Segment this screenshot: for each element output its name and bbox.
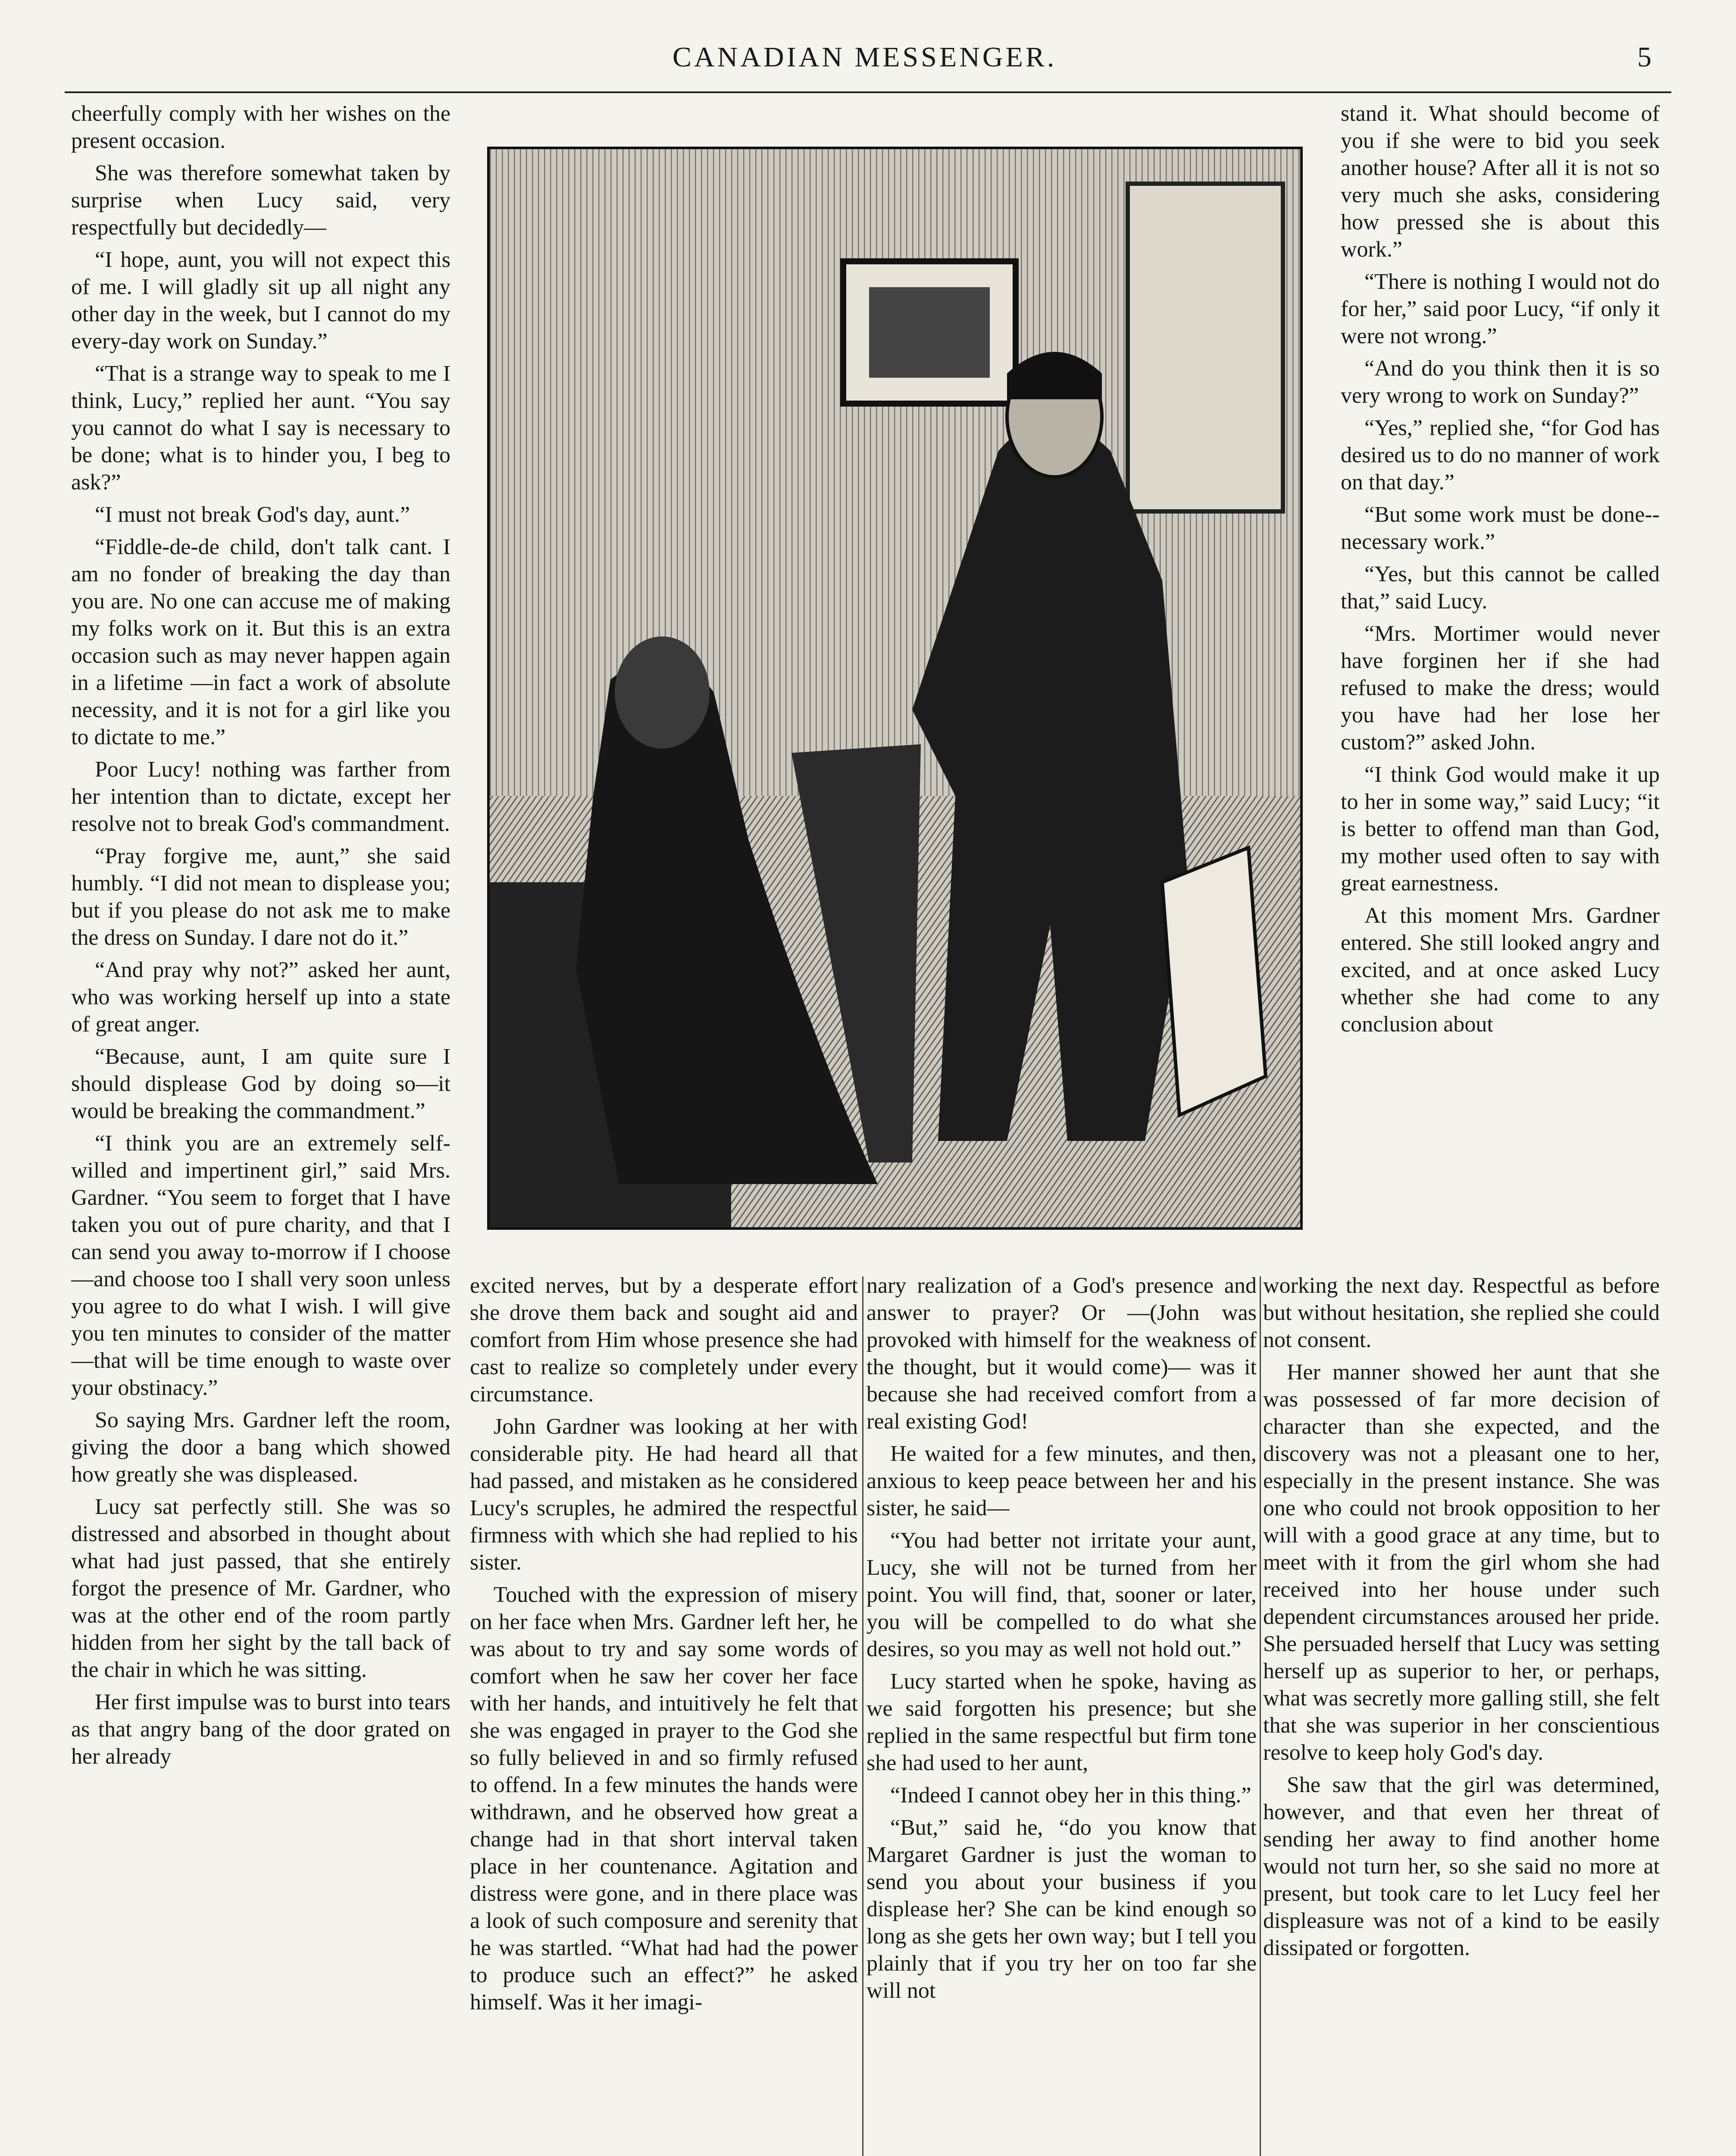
paragraph: “I must not break God's day, aunt.” [95, 502, 410, 527]
paragraph: cheerfully comply with her wishes on the present occasion. [71, 101, 450, 153]
paragraph: “But,” said he, “do you know that Margaret Gardner is just the woman to send you about your business if you displease her? She can be kind enough so long as she gets her own way; but I tell you plainly that if you try her on too far she will not [866, 1815, 1257, 2003]
column-divider [1260, 1276, 1261, 2156]
paragraph: Touched with the expression of misery on her face when Mrs. Gardner left her, he was about to try and say some words of comfort when he saw her cover her face with her hands, and intuitively he felt that she was engaged in prayer to the God she so fully believed in and so firmly refused to offend. In a few minutes the hands were withdrawn, and he observed how great a change had in that short interval taken place in her countenance. Agitation and distress were gone, and in there place was a look of such composure and serenity that he was startled. “What had had the power to produce such an effect?” he asked himself. Was it her imagi- [470, 1583, 858, 2015]
column-divider [862, 1276, 863, 2156]
paragraph: stand it. What should become of you if she were to bid you seek another house? After all it is not so very much she asks, considering how pressed she is about this work.” [1341, 101, 1660, 262]
column-3 [866, 1272, 1257, 2156]
papers [1162, 848, 1266, 1115]
paragraph: “I think God would make it up to her in some way,” said Lucy; “it is better to offend man than God, my mother used often to say with great earnestness. [1341, 762, 1660, 896]
page-header-title: CANADIAN MESSENGER. [673, 41, 1057, 73]
paragraph: “But some work must be done--necessary work.” [1341, 502, 1660, 554]
paragraph: “There is nothing I would not do for her,” said poor Lucy, “if only it were not wrong.” [1341, 270, 1660, 348]
paragraph: “You had better not irritate your aunt, Lucy, she will not be turned from her point. You will find, that, sooner or later, you will be compelled to do what she desires, so you may as well not hold out.” [866, 1528, 1257, 1661]
column-4-bottom [1263, 1272, 1660, 2156]
illustration [487, 147, 1303, 1230]
paragraph: Lucy started when he spoke, having as we said forgotten his presence; but she replied in the same respectful but firm tone she had used to her aunt, [866, 1669, 1257, 1775]
window [1128, 184, 1283, 511]
column-4-top [1341, 100, 1660, 1269]
paragraph: Her first impulse was to burst into tears as that angry bang of the door grated on her already [71, 1690, 450, 1769]
paragraph: “And do you think then it is so very wrong to work on Sunday?” [1341, 356, 1660, 408]
paragraph: “Yes, but this cannot be called that,” said Lucy. [1341, 562, 1660, 614]
paragraph: excited nerves, but by a desperate effort she drove them back and sought aid and comfort from Him whose presence she had cast to realize so completely under every circumstance. [470, 1273, 858, 1407]
header-rule [65, 91, 1671, 93]
paragraph: She was therefore somewhat taken by surprise when Lucy said, very respectfully but decidedly— [71, 161, 450, 240]
paragraph: “Because, aunt, I am quite sure I should displease God by doing so—it would be breaking the commandment.” [71, 1044, 450, 1123]
paragraph: “I think you are an extremely self-willed and impertinent girl,” said Mrs. Gardner. “You seem to forget that I have taken you out of pure charity, and that I can send you away to-morrow if I choose—and choose too I shall very soon unless you agree to do what I wish. I will give you ten minutes to consider of the matter—that will be time enough to waste over your obstinacy.” [71, 1131, 450, 1400]
paragraph: At this moment Mrs. Gardner entered. She still looked angry and excited, and at once asked Lucy whether she had come to any conclusion about [1341, 903, 1660, 1037]
paragraph: “Yes,” replied she, “for God has desired us to do no manner of work on that day.” [1341, 416, 1660, 495]
paragraph: working the next day. Respectful as before but without hesitation, she replied she could not consent. [1263, 1273, 1660, 1352]
paragraph: “I hope, aunt, you will not expect this of me. I will gladly sit up all night any other day in the week, but I cannot do my every-day work on Sunday.” [71, 248, 450, 354]
paragraph: So saying Mrs. Gardner left the room, giving the door a bang which showed how greatly she was displeased. [71, 1408, 450, 1487]
column-2 [470, 1272, 858, 2156]
paragraph: He waited for a few minutes, and then, anxious to keep peace between her and his sister, he said— [866, 1442, 1257, 1520]
paragraph: Her manner showed her aunt that she was possessed of far more decision of character than she expected, and the discovery was not a pleasant one to her, especially in the present instance. She was one who could not brook opposition to her will with a good grace at any time, but to meet with it from the girl whom she had received into her house under such dependent circumstances aroused her pride. She persuaded herself that Lucy was setting herself up as superior to her, or perhaps, what was secretly more galling still, she felt that she was superior in her conscientious resolve to keep holy God's day. [1263, 1360, 1660, 1765]
paragraph: She saw that the girl was determined, however, and that even her threat of sending her away to find another home would not turn her, so she said no more at present, but took care to let Lucy feel her displeasure was not of a kind to be easily dissipated or forgotten. [1263, 1773, 1660, 1960]
paragraph: Lucy sat perfectly still. She was so distressed and absorbed in thought about what had just passed, that she entirely forgot the presence of Mr. Gardner, who was at the other end of the room partly hidden from her sight by the tall back of the chair in which he was sitting. [71, 1495, 450, 1682]
paragraph: nary realization of a God's presence and answer to prayer? Or —(John was provoked with himself for the weakness of the thought, but it would come)— was it because she had received comfort from a real existing God! [866, 1273, 1257, 1434]
page-number: 5 [1637, 41, 1654, 73]
paragraph: “Pray forgive me, aunt,” she said humbly. “I did not mean to displease you; but if you please do not ask me to make the dress on Sunday. I dare not do it.” [71, 844, 450, 950]
paragraph: “Fiddle-de-de child, don't talk cant. I am no fonder of breaking the day than you are. No one can accuse me of making my folks work on it. But this is an extra occasion such as may never happen again in a lifetime —in fact a work of absolute necessity, and it is not for a girl like you to dictate to me.” [71, 535, 450, 749]
column-1 [71, 100, 450, 2156]
paragraph: “And pray why not?” asked her aunt, who was working herself up into a state of great anger. [71, 958, 450, 1037]
paragraph: “Mrs. Mortimer would never have forginen her if she had refused to make the dress; would you have had her lose her custom?” asked John. [1341, 621, 1660, 755]
paragraph: John Gardner was looking at her with considerable pity. He had heard all that had passed, and mistaken as he considered Lucy's scruples, he admired the respectful firmness with which she had replied to his sister. [470, 1414, 858, 1575]
engraving-image [490, 149, 1300, 1227]
paragraph: “That is a strange way to speak to me I think, Lucy,” replied her aunt. “You say you cannot do what I say is necessary to be done; what is to hinder you, I beg to ask?” [71, 361, 450, 495]
paragraph: Poor Lucy! nothing was farther from her intention than to dictate, except her resolve not to break God's commandment. [71, 757, 450, 836]
paragraph: “Indeed I cannot obey her in this thing.” [890, 1783, 1251, 1808]
